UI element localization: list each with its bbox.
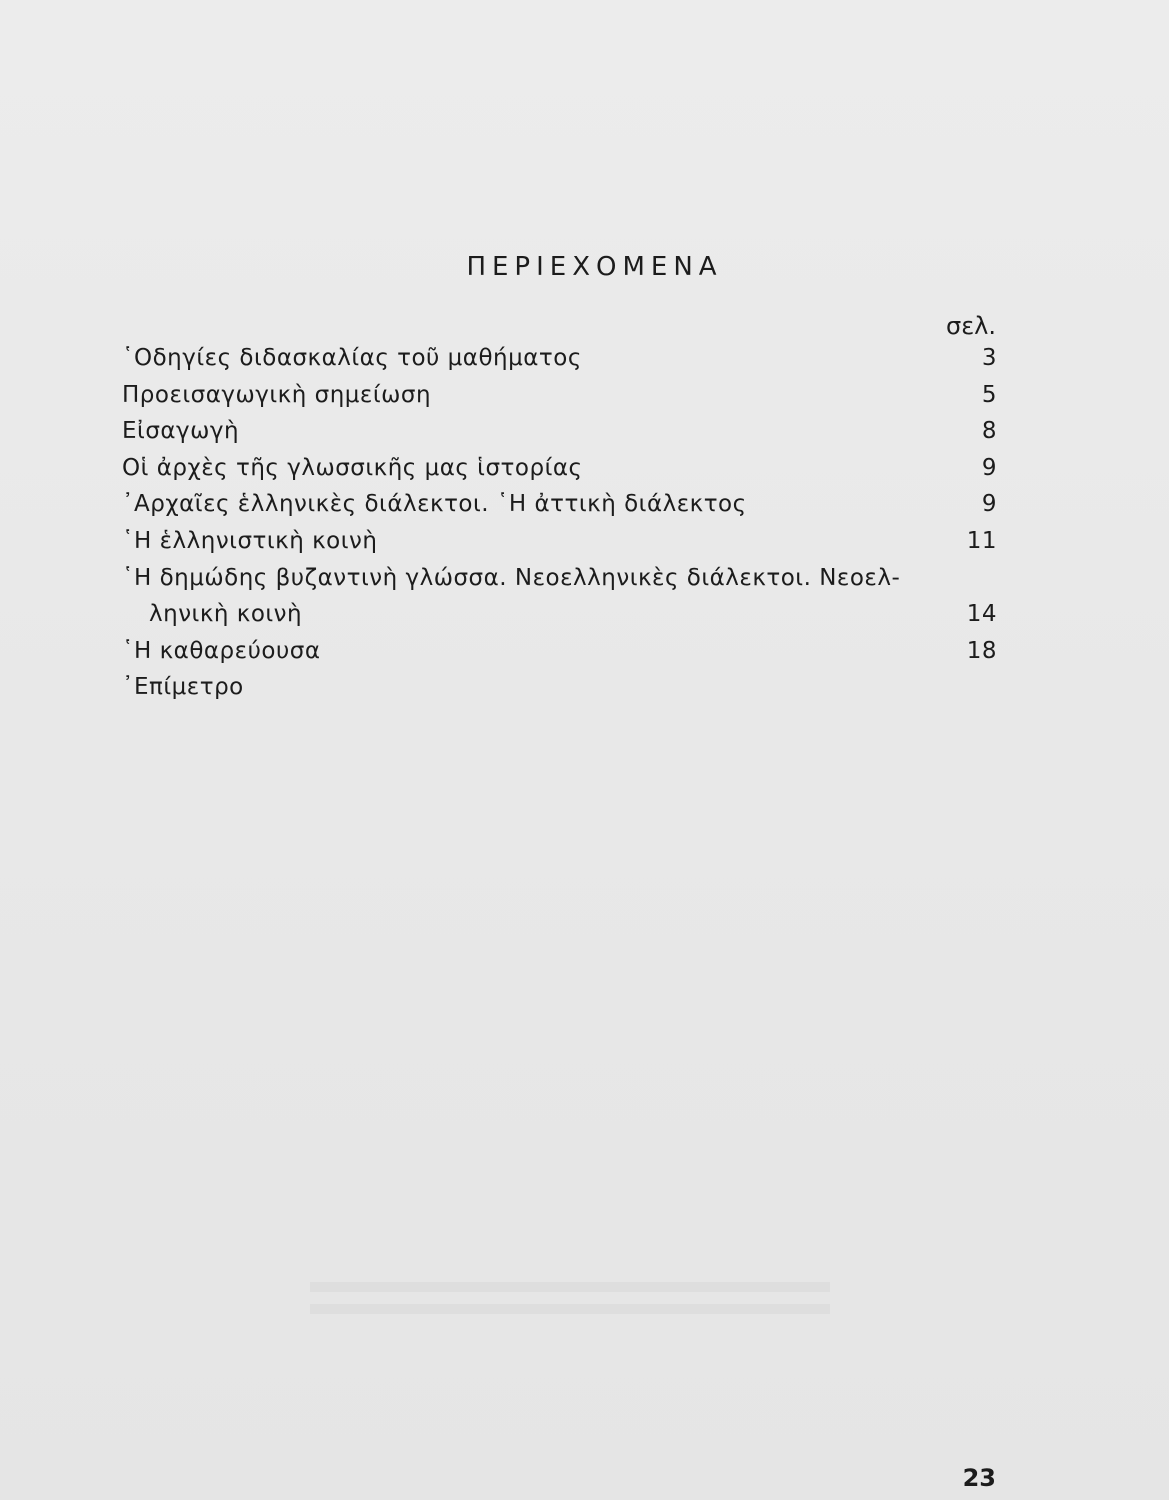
toc-entry-title: ᾽Επίμετρο bbox=[122, 674, 244, 701]
toc-entry bbox=[122, 669, 997, 706]
toc-entry-title: Εἰσαγωγὴ bbox=[122, 418, 240, 445]
toc-entry-title: ῾Η ἑλληνιστικὴ κοινὴ bbox=[122, 527, 378, 554]
toc-entry-title: ῾Οδηγίες διδασκαλίας τοῦ μαθήματος bbox=[122, 345, 582, 371]
toc-entry-title: Προεισαγωγικὴ σημείωση bbox=[122, 381, 432, 408]
toc-entry-page: 9 bbox=[981, 454, 997, 481]
toc-entry bbox=[122, 377, 997, 414]
toc-entry bbox=[122, 633, 997, 670]
toc-entry-page: 5 bbox=[981, 381, 997, 408]
table-of-contents bbox=[122, 340, 997, 706]
toc-entry-page: 3 bbox=[981, 345, 997, 371]
toc-entry-title: ῾Η δημώδης βυζαντινὴ γλώσσα. Νεοελληνικὲς διάλεκτοι. Νεοελ- bbox=[122, 564, 901, 591]
toc-entry-page: 18 bbox=[966, 637, 997, 664]
bleed-through-text bbox=[310, 1270, 830, 1340]
toc-entry bbox=[122, 486, 997, 523]
toc-entry bbox=[122, 413, 997, 450]
page-number: 23 bbox=[962, 1464, 996, 1492]
toc-entry-title: ᾽Αρχαῖες ἑλληνικὲς διάλεκτοι. ῾Η ἀττικὴ διάλεκτος bbox=[122, 491, 747, 518]
page-column-label: σελ. bbox=[945, 312, 996, 340]
toc-entry bbox=[122, 560, 997, 633]
toc-entry bbox=[122, 523, 997, 560]
toc-entry-page: 11 bbox=[966, 527, 997, 554]
toc-entry bbox=[122, 340, 997, 377]
page-title: ΠΕΡΙΕΧΟΜΕΝΑ bbox=[466, 252, 723, 282]
toc-entry-page: 14 bbox=[966, 601, 997, 628]
toc-entry-page: 8 bbox=[981, 418, 997, 445]
toc-entry-title: ῾Η καθαρεύουσα bbox=[122, 637, 321, 664]
toc-entry-page: 9 bbox=[981, 491, 997, 518]
toc-entry-title: Οἱ ἀρχὲς τῆς γλωσσικῆς μας ἱστορίας bbox=[122, 454, 583, 481]
toc-entry bbox=[122, 450, 997, 487]
toc-entry-title-continuation: ληνικὴ κοινὴ bbox=[149, 601, 303, 628]
